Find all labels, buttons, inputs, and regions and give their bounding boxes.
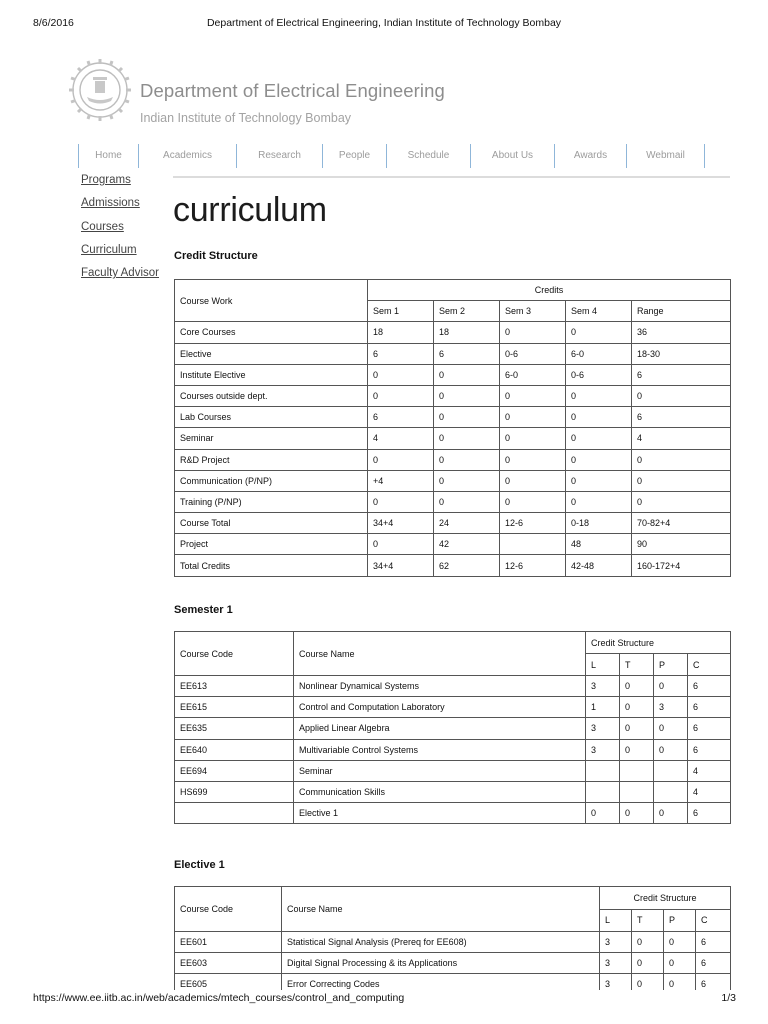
table-cell: Control and Computation Laboratory bbox=[294, 697, 586, 718]
table-cell: 0 bbox=[566, 407, 632, 428]
table-row bbox=[175, 322, 731, 343]
table-cell: EE603 bbox=[175, 953, 282, 974]
nav-schedule[interactable]: Schedule bbox=[386, 144, 470, 168]
table-cell: 12-6 bbox=[500, 513, 566, 534]
table-cell: 24 bbox=[434, 513, 500, 534]
table-cell: 0 bbox=[620, 676, 654, 697]
table-row bbox=[175, 449, 731, 470]
table-cell: 6 bbox=[434, 343, 500, 364]
table-cell: 6 bbox=[688, 718, 731, 739]
table-row bbox=[175, 739, 731, 760]
table-cell: 18 bbox=[368, 322, 434, 343]
table-row bbox=[175, 364, 731, 385]
credit-structure-header: Credit Structure bbox=[600, 887, 731, 910]
table-cell: 42 bbox=[434, 534, 500, 555]
sidenav-admissions[interactable]: Admissions bbox=[81, 197, 140, 209]
table-cell: 6 bbox=[696, 953, 731, 974]
table-cell: 0 bbox=[500, 491, 566, 512]
column-header: L bbox=[600, 909, 632, 932]
table-cell: 6 bbox=[696, 974, 731, 990]
table-cell: Communication (P/NP) bbox=[175, 470, 368, 491]
table-cell: 0 bbox=[566, 491, 632, 512]
course-code-header: Course Code bbox=[175, 887, 282, 932]
table-cell: 18 bbox=[434, 322, 500, 343]
print-title: Department of Electrical Engineering, Indian Institute of Technology Bombay bbox=[206, 17, 562, 29]
nav-academics[interactable]: Academics bbox=[138, 144, 236, 168]
table-cell: 0 bbox=[500, 449, 566, 470]
table-cell: EE613 bbox=[175, 676, 294, 697]
table-cell: 0 bbox=[632, 491, 731, 512]
nav-about-us[interactable]: About Us bbox=[470, 144, 554, 168]
nav-awards[interactable]: Awards bbox=[554, 144, 626, 168]
table-cell: 6 bbox=[696, 932, 731, 953]
table-row bbox=[175, 428, 731, 449]
table-row bbox=[175, 697, 731, 718]
table-cell: Project bbox=[175, 534, 368, 555]
table-cell: 90 bbox=[632, 534, 731, 555]
course-code-header: Course Code bbox=[175, 632, 294, 676]
table-cell: 6 bbox=[688, 697, 731, 718]
table-cell: 0 bbox=[632, 385, 731, 406]
table-cell: EE635 bbox=[175, 718, 294, 739]
column-header: Sem 3 bbox=[500, 301, 566, 322]
table-cell: Nonlinear Dynamical Systems bbox=[294, 676, 586, 697]
sidenav-courses[interactable]: Courses bbox=[81, 221, 124, 233]
table-row bbox=[175, 932, 731, 953]
table-cell: R&D Project bbox=[175, 449, 368, 470]
table-cell: 6 bbox=[368, 343, 434, 364]
table-cell: 3 bbox=[600, 974, 632, 990]
table-cell: 0 bbox=[654, 676, 688, 697]
table-cell: 6 bbox=[632, 407, 731, 428]
table-cell: 6-0 bbox=[566, 343, 632, 364]
table-cell: 0 bbox=[654, 803, 688, 824]
dept-name: Department of Electrical Engineering bbox=[140, 80, 445, 101]
table-cell: Statistical Signal Analysis (Prereq for EE608) bbox=[282, 932, 600, 953]
iitb-seal-icon bbox=[67, 57, 133, 123]
column-header: Range bbox=[632, 301, 731, 322]
table-cell: 6 bbox=[368, 407, 434, 428]
table-cell bbox=[620, 781, 654, 802]
table-cell: Communication Skills bbox=[294, 781, 586, 802]
table-row bbox=[175, 676, 731, 697]
institute-name: Indian Institute of Technology Bombay bbox=[140, 111, 352, 125]
table-cell: 0 bbox=[620, 739, 654, 760]
table-cell: 0 bbox=[566, 449, 632, 470]
table-cell: 160-172+4 bbox=[632, 555, 731, 576]
table-cell: 0 bbox=[434, 385, 500, 406]
table-cell: 4 bbox=[688, 781, 731, 802]
table-cell: Seminar bbox=[294, 760, 586, 781]
table-cell: 0 bbox=[620, 718, 654, 739]
column-header: L bbox=[586, 654, 620, 676]
course-name-header: Course Name bbox=[294, 632, 586, 676]
elective1-table bbox=[174, 886, 731, 990]
table-cell: 6 bbox=[688, 739, 731, 760]
table-cell: 0-6 bbox=[500, 343, 566, 364]
content-divider bbox=[173, 176, 730, 178]
table-cell: 0 bbox=[654, 718, 688, 739]
column-header: P bbox=[664, 909, 696, 932]
table-cell: Training (P/NP) bbox=[175, 491, 368, 512]
elective1-title: Elective 1 bbox=[174, 859, 225, 871]
table-cell: 18-30 bbox=[632, 343, 731, 364]
table-cell: 0 bbox=[500, 470, 566, 491]
table-cell: 0 bbox=[434, 407, 500, 428]
credits-header: Credits bbox=[368, 280, 731, 301]
table-cell: Error Correcting Codes bbox=[282, 974, 600, 990]
table-cell: 0 bbox=[586, 803, 620, 824]
table-cell: 0 bbox=[434, 491, 500, 512]
table-cell: EE601 bbox=[175, 932, 282, 953]
table-cell bbox=[654, 781, 688, 802]
nav-people[interactable]: People bbox=[322, 144, 386, 168]
table-cell: Core Courses bbox=[175, 322, 368, 343]
table-cell: 4 bbox=[632, 428, 731, 449]
table-cell: 0 bbox=[664, 974, 696, 990]
table-cell bbox=[654, 760, 688, 781]
table-cell: 48 bbox=[566, 534, 632, 555]
table-row bbox=[175, 343, 731, 364]
table-cell: 6 bbox=[688, 676, 731, 697]
nav-home[interactable]: Home bbox=[78, 144, 138, 168]
table-cell: 0 bbox=[632, 953, 664, 974]
table-cell: 0 bbox=[368, 449, 434, 470]
table-row bbox=[175, 470, 731, 491]
table-cell bbox=[586, 760, 620, 781]
table-cell: EE605 bbox=[175, 974, 282, 990]
table-cell: Elective 1 bbox=[294, 803, 586, 824]
table-cell: 0-18 bbox=[566, 513, 632, 534]
table-row bbox=[175, 385, 731, 406]
table-cell: 0 bbox=[434, 428, 500, 449]
column-header: Sem 4 bbox=[566, 301, 632, 322]
nav-webmail[interactable]: Webmail bbox=[626, 144, 704, 168]
table-row bbox=[175, 407, 731, 428]
table-cell: Courses outside dept. bbox=[175, 385, 368, 406]
table-cell: EE694 bbox=[175, 760, 294, 781]
table-cell: 0 bbox=[632, 449, 731, 470]
table-cell: 0 bbox=[500, 385, 566, 406]
table-cell: Digital Signal Processing & its Applications bbox=[282, 953, 600, 974]
table-row bbox=[175, 974, 731, 990]
sidenav-faculty-advisor[interactable]: Faculty Advisor bbox=[81, 267, 159, 279]
table-cell: 36 bbox=[632, 322, 731, 343]
table-cell: 0 bbox=[664, 953, 696, 974]
table-cell: 34+4 bbox=[368, 555, 434, 576]
column-header: C bbox=[688, 654, 731, 676]
table-cell: 3 bbox=[586, 676, 620, 697]
table-cell: 0 bbox=[632, 974, 664, 990]
table-cell: 3 bbox=[600, 932, 632, 953]
table-row bbox=[175, 513, 731, 534]
print-page-number: 1/3 bbox=[721, 992, 736, 1004]
table-cell: Institute Elective bbox=[175, 364, 368, 385]
table-cell: Seminar bbox=[175, 428, 368, 449]
table-row bbox=[175, 491, 731, 512]
table-cell: 62 bbox=[434, 555, 500, 576]
table-cell: EE640 bbox=[175, 739, 294, 760]
table-cell: 0 bbox=[632, 932, 664, 953]
sidenav-curriculum[interactable]: Curriculum bbox=[81, 244, 137, 256]
table-cell: Lab Courses bbox=[175, 407, 368, 428]
column-header: P bbox=[654, 654, 688, 676]
table-cell: 0 bbox=[500, 407, 566, 428]
table-cell: 0 bbox=[500, 428, 566, 449]
table-row bbox=[175, 718, 731, 739]
table-cell: 0 bbox=[566, 428, 632, 449]
column-header: Sem 2 bbox=[434, 301, 500, 322]
table-cell: 0 bbox=[500, 322, 566, 343]
credit-structure-header: Credit Structure bbox=[586, 632, 731, 654]
table-cell bbox=[620, 760, 654, 781]
table-cell: +4 bbox=[368, 470, 434, 491]
table-cell: Course Total bbox=[175, 513, 368, 534]
nav-divider bbox=[704, 144, 705, 168]
table-cell: Multivariable Control Systems bbox=[294, 739, 586, 760]
table-row bbox=[175, 534, 731, 555]
table-cell: 3 bbox=[654, 697, 688, 718]
sidenav-programs[interactable]: Programs bbox=[81, 174, 131, 186]
table-cell: 0 bbox=[664, 932, 696, 953]
table-cell: 6 bbox=[688, 803, 731, 824]
nav-research[interactable]: Research bbox=[236, 144, 322, 168]
table-cell: 3 bbox=[586, 739, 620, 760]
table-cell: 0 bbox=[566, 385, 632, 406]
table-cell: 0 bbox=[368, 534, 434, 555]
table-cell: 3 bbox=[600, 953, 632, 974]
table-cell: 6-0 bbox=[500, 364, 566, 385]
course-name-header: Course Name bbox=[282, 887, 600, 932]
credit-structure-table bbox=[174, 279, 731, 577]
table-cell: 3 bbox=[586, 718, 620, 739]
table-cell: 0 bbox=[434, 470, 500, 491]
table-cell: 0 bbox=[620, 803, 654, 824]
table-cell bbox=[175, 803, 294, 824]
table-cell: 0 bbox=[620, 697, 654, 718]
table-row bbox=[175, 781, 731, 802]
table-cell: 42-48 bbox=[566, 555, 632, 576]
table-cell: Applied Linear Algebra bbox=[294, 718, 586, 739]
table-cell: 0 bbox=[566, 322, 632, 343]
course-work-header: Course Work bbox=[175, 280, 368, 322]
table-cell: 0 bbox=[368, 364, 434, 385]
table-cell: 0 bbox=[632, 470, 731, 491]
table-cell: 12-6 bbox=[500, 555, 566, 576]
table-row bbox=[175, 760, 731, 781]
table-cell: EE615 bbox=[175, 697, 294, 718]
table-cell: 0 bbox=[368, 385, 434, 406]
table-cell bbox=[500, 534, 566, 555]
table-row bbox=[175, 953, 731, 974]
table-cell: 0 bbox=[654, 739, 688, 760]
table-row bbox=[175, 555, 731, 576]
table-cell: 34+4 bbox=[368, 513, 434, 534]
semester1-title: Semester 1 bbox=[174, 604, 233, 616]
table-cell: 0 bbox=[434, 449, 500, 470]
table-cell: 0 bbox=[434, 364, 500, 385]
column-header: T bbox=[632, 909, 664, 932]
table-cell: 6 bbox=[632, 364, 731, 385]
table-cell: 1 bbox=[586, 697, 620, 718]
table-cell bbox=[586, 781, 620, 802]
table-row bbox=[175, 803, 731, 824]
print-url: https://www.ee.iitb.ac.in/web/academics/mtech_courses/control_and_computing bbox=[33, 992, 405, 1004]
table-cell: Elective bbox=[175, 343, 368, 364]
table-cell: Total Credits bbox=[175, 555, 368, 576]
semester1-table bbox=[174, 631, 731, 824]
print-date: 8/6/2016 bbox=[33, 17, 74, 29]
print-footer bbox=[0, 992, 768, 1006]
table-cell: 70-82+4 bbox=[632, 513, 731, 534]
table-cell: 4 bbox=[368, 428, 434, 449]
column-header: C bbox=[696, 909, 731, 932]
column-header: Sem 1 bbox=[368, 301, 434, 322]
table-cell: 4 bbox=[688, 760, 731, 781]
page-title: curriculum bbox=[173, 191, 327, 229]
column-header: T bbox=[620, 654, 654, 676]
table-cell: 0 bbox=[566, 470, 632, 491]
table-cell: 0 bbox=[368, 491, 434, 512]
credit-structure-title: Credit Structure bbox=[174, 250, 258, 262]
table-cell: HS699 bbox=[175, 781, 294, 802]
table-cell: 0-6 bbox=[566, 364, 632, 385]
